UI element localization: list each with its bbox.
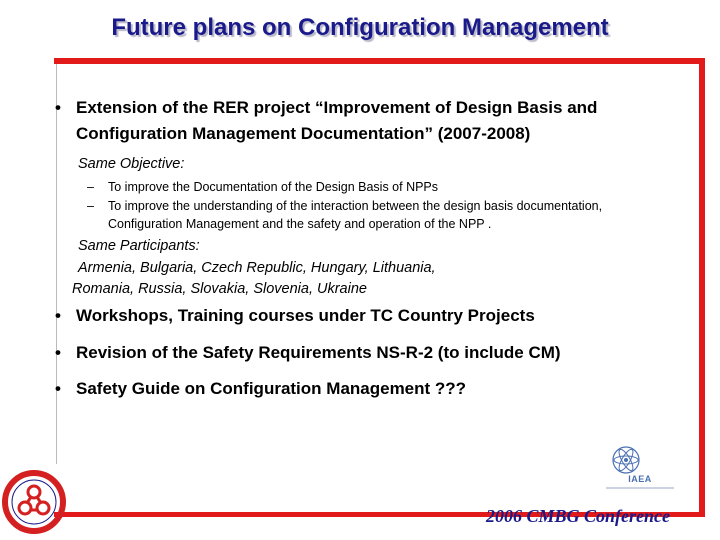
objective-text: Configuration Management and the safety and operation of the NPP . (108, 217, 492, 231)
objective-text: To improve the understanding of the interaction between the design basis documentation, (108, 199, 603, 213)
iaea-label: IAEA (628, 474, 652, 484)
frame-right-border (699, 58, 705, 516)
bullet-text: Revision of the Safety Requirements NS-R-2 (to include CM) (76, 343, 561, 362)
bullet-marker: • (55, 98, 61, 117)
cmbg-logo-icon (2, 470, 66, 534)
participants-line: Armenia, Bulgaria, Czech Republic, Hungary, Lithuania, (78, 260, 436, 276)
bullet-marker: • (55, 306, 61, 325)
bullet-text-line2: Configuration Management Documentation” (2007-2008) (76, 124, 531, 143)
dash-marker: – (87, 199, 94, 213)
frame-left-border (56, 64, 57, 464)
conference-footer: 2006 CMBG Conference (486, 506, 670, 526)
bullet-text: Workshops, Training courses under TC Country Projects (76, 306, 535, 325)
bullet-text-line1: Extension of the RER project “Improvement of Design Basis and (76, 98, 598, 117)
iaea-emblem-icon (592, 444, 688, 494)
bullet-marker: • (55, 343, 61, 362)
slide-title: Future plans on Configuration Management (111, 14, 609, 41)
participants-heading: Same Participants: (78, 238, 200, 254)
participants-line: Romania, Russia, Slovakia, Slovenia, Ukraine (72, 281, 367, 297)
frame-top-border (54, 58, 705, 64)
objective-heading: Same Objective: (78, 156, 185, 172)
objective-text: To improve the Documentation of the Design Basis of NPPs (108, 180, 439, 194)
dash-marker: – (87, 180, 94, 194)
bullet-text: Safety Guide on Configuration Management ??? (76, 379, 467, 398)
bullet-marker: • (55, 379, 61, 398)
